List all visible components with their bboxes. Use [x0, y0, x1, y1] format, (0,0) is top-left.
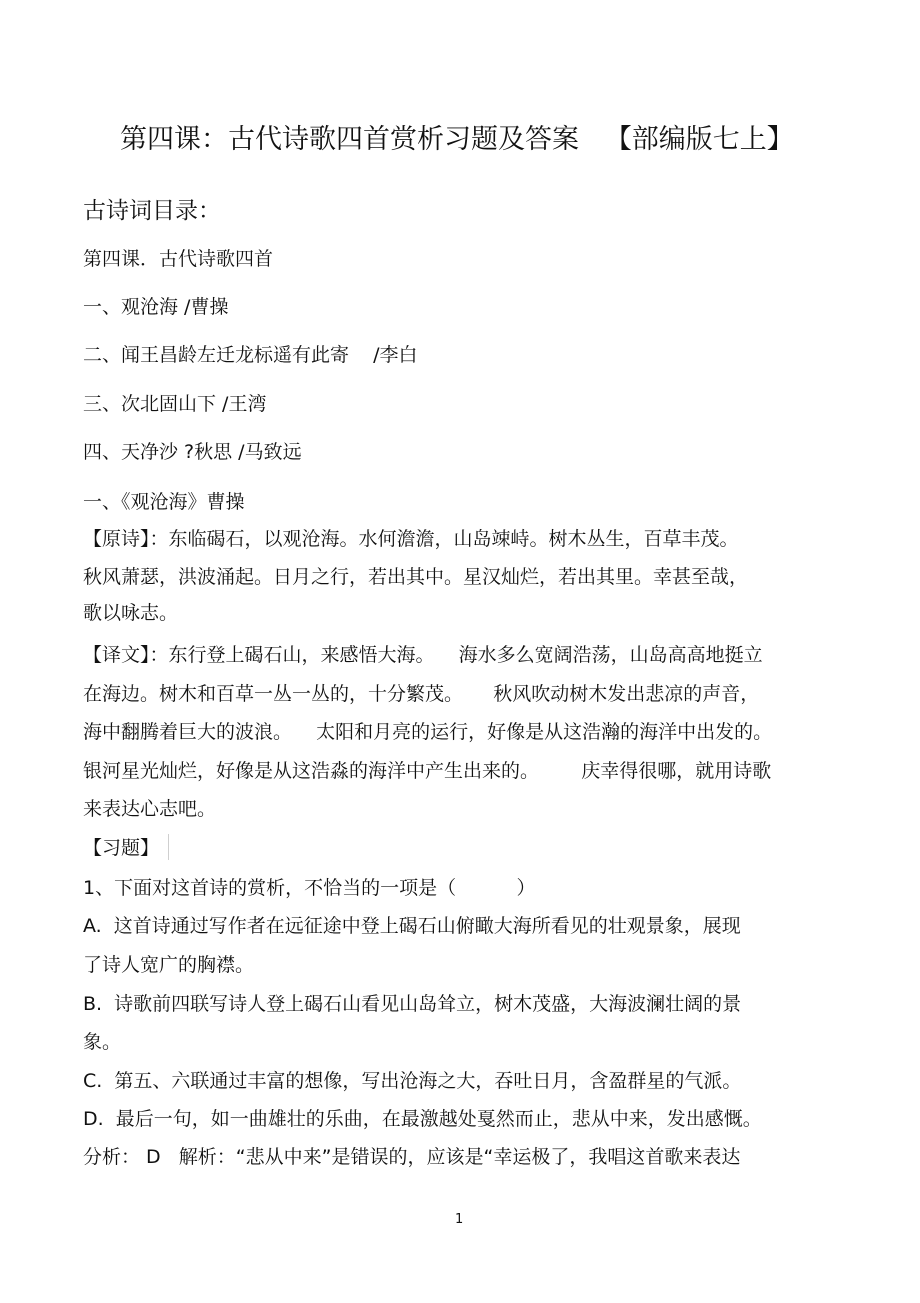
toc-item: 第四课．古代诗歌四首: [83, 248, 274, 270]
answer-option: B. 诗歌前四联写诗人登上碣石山看见山岛耸立，树木茂盛，大海波澜壮阔的景: [83, 993, 742, 1015]
poem-line: 【原诗】：东临碣石，以观沧海。水何澹澹，山岛竦峙。树木丛生，百草丰茂。: [83, 528, 739, 550]
translation-line: 在海边。树木和百草一丛一丛的，十分繁茂。 秋风吹动树木发出悲凉的声音，: [83, 683, 760, 705]
translation-line: 来表达心志吧。: [83, 798, 217, 820]
text-cursor-divider: [168, 834, 169, 860]
poem-line: 秋风萧瑟，洪波涌起。日月之行，若出其中。星汉灿烂，若出其里。幸甚至哉，: [83, 566, 749, 588]
page-number: 1: [455, 1212, 464, 1227]
translation-line: 海中翻腾着巨大的波浪。 太阳和月亮的运行，好像是从这浩瀚的海洋中出发的。: [83, 721, 773, 743]
toc-item: 三、次北固山下 /王湾: [83, 393, 267, 415]
answer-option: C. 第五、六联通过丰富的想像，写出沧海之大，吞吐日月，含盈群星的气派。: [83, 1070, 742, 1092]
answer-option: 了诗人宽广的胸襟。: [83, 954, 255, 976]
toc-item: 二、闻王昌龄左迁龙标遥有此寄 /李白: [83, 344, 418, 366]
translation-line: 银河星光灿烂，好像是从这浩淼的海洋中产生出来的。 庆幸得很哪，就用诗歌: [83, 760, 772, 782]
translation-line: 【译文】：东行登上碣石山，来感悟大海。 海水多么宽阔浩荡，山岛高高地挺立: [83, 644, 763, 666]
toc-item: 四、天净沙 ?秋思 /马致远: [83, 441, 302, 463]
answer-option: D. 最后一句，如一曲雄壮的乐曲，在最激越处戛然而止，悲从中来，发出感慨。: [83, 1108, 762, 1130]
poem-heading: 一、《观沧海》曹操: [83, 491, 245, 513]
toc-heading: 古诗词目录：: [83, 198, 221, 224]
answer-option: A. 这首诗通过写作者在远征途中登上碣石山俯瞰大海所看见的壮观景象，展现: [83, 915, 741, 937]
toc-item: 一、观沧海 /曹操: [83, 296, 229, 318]
document-title: 第四课：古代诗歌四首赏析习题及答案 【部编版七上】: [120, 124, 794, 155]
analysis-text: 分析： D 解析：“悲从中来”是错误的，应该是“幸运极了，我唱这首歌来表达: [83, 1146, 741, 1168]
poem-line: 歌以咏志。: [83, 602, 179, 624]
answer-option: 象。: [83, 1031, 122, 1053]
question: 1、下面对这首诗的赏析，不恰当的一项是（ ）: [83, 877, 536, 899]
exercise-heading: 【习题】: [83, 837, 160, 859]
